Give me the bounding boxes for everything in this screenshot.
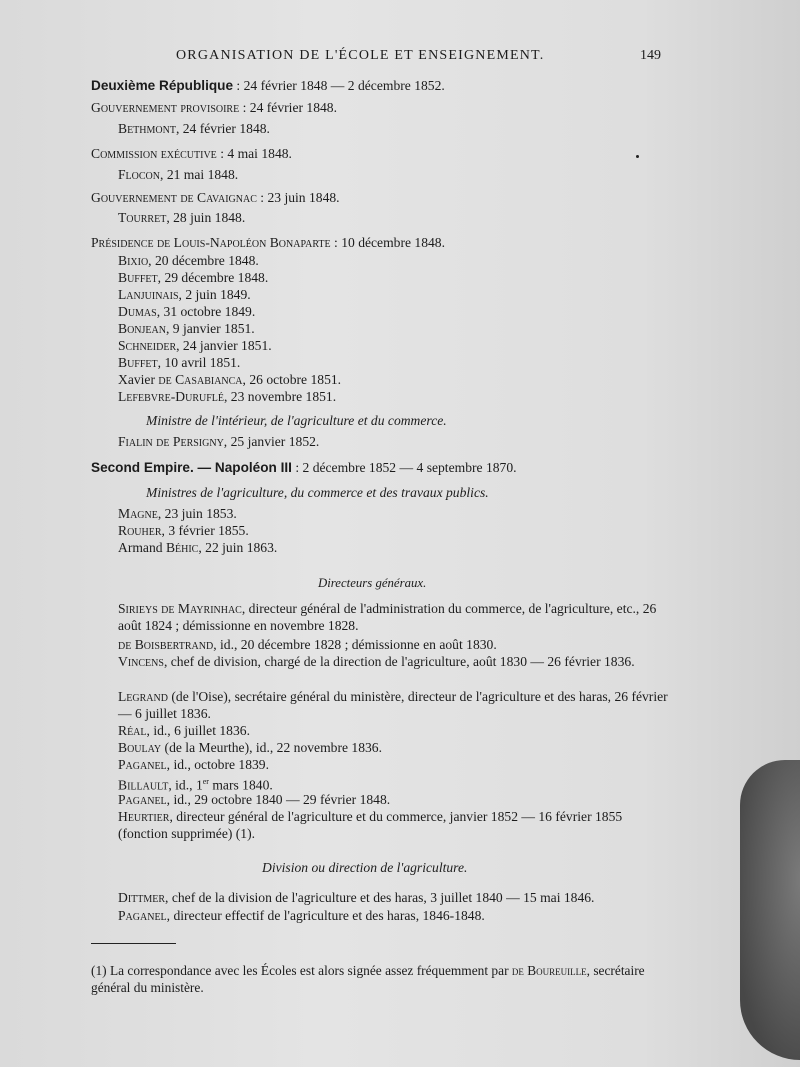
minister-entry: Bonjean, 9 janvier 1851. xyxy=(118,321,255,336)
thumb-shadow xyxy=(740,760,800,1060)
section-second-empire: Second Empire. — Napoléon III : 2 décembre 1852 — 4 septembre 1870. xyxy=(91,460,517,475)
gouvernement-cavaignac: Gouvernement de Cavaignac : 23 juin 1848. xyxy=(91,190,340,205)
director-entry: Billault, id., 1er mars 1840. xyxy=(118,777,273,793)
director-entry: Dittmer, chef de la division de l'agriculture et des haras, 3 juillet 1840 — 15 mai 1846. xyxy=(118,890,595,905)
footnote-rule xyxy=(91,943,176,944)
director-entry: Réal, id., 6 juillet 1836. xyxy=(118,723,250,738)
director-entry: Paganel, directeur effectif de l'agriculture et des haras, 1846-1848. xyxy=(118,908,485,923)
minister-entry: Tourret, 28 juin 1848. xyxy=(118,210,246,225)
page-number: 149 xyxy=(640,48,661,63)
director-entry: Boulay (de la Meurthe), id., 22 novembre 1836. xyxy=(118,740,382,755)
section-deuxieme-republique: Deuxième République : 24 février 1848 — 2 décembre 1852. xyxy=(91,78,445,93)
ink-speck xyxy=(636,155,639,158)
minister-entry: Magne, 23 juin 1853. xyxy=(118,506,237,521)
subheading-division-agriculture: Division ou direction de l'agriculture. xyxy=(262,860,468,875)
minister-entry: Lanjuinais, 2 juin 1849. xyxy=(118,287,251,302)
minister-entry: Bixio, 20 décembre 1848. xyxy=(118,253,259,268)
director-entry: Heurtier, directeur général de l'agriculture et du commerce, janvier 1852 — 16 février 1855 (fonction supprimée) (1). xyxy=(118,809,623,841)
presidence-louis-napoleon: Présidence de Louis-Napoléon Bonaparte : 10 décembre 1848. xyxy=(91,235,446,250)
minister-entry: Dumas, 31 octobre 1849. xyxy=(118,304,256,319)
subheading-directeurs-generaux: Directeurs généraux. xyxy=(318,576,427,590)
minister-entry: Rouher, 3 février 1855. xyxy=(118,523,249,538)
minister-entry: Lefebvre-Duruflé, 23 novembre 1851. xyxy=(118,389,337,404)
minister-entry: Armand Béhic, 22 juin 1863. xyxy=(118,540,278,555)
running-head: ORGANISATION DE L'ÉCOLE ET ENSEIGNEMENT. xyxy=(176,48,545,63)
subheading-ministres-agriculture: Ministres de l'agriculture, du commerce et des travaux publics. xyxy=(146,485,489,500)
director-entry: Vincens, chef de division, chargé de la direction de l'agriculture, août 1830 — 26 février 1836. xyxy=(118,654,635,669)
director-entry: Paganel, id., octobre 1839. xyxy=(118,757,269,772)
minister-entry: Fialin de Persigny, 25 janvier 1852. xyxy=(118,434,320,449)
commission-executive: Commission exécutive : 4 mai 1848. xyxy=(91,146,292,161)
minister-entry: Bethmont, 24 février 1848. xyxy=(118,121,270,136)
director-entry: Paganel, id., 29 octobre 1840 — 29 février 1848. xyxy=(118,792,391,807)
director-entry: Sirieys de Mayrinhac, directeur général de l'administration du commerce, de l'agriculture, etc., 26 août 1824 ; démissionne en novembre 1828. xyxy=(118,601,657,633)
minister-entry: Flocon, 21 mai 1848. xyxy=(118,167,239,182)
gouvernement-provisoire: Gouvernement provisoire : 24 février 1848. xyxy=(91,100,337,115)
minister-entry: Buffet, 10 avril 1851. xyxy=(118,355,241,370)
director-entry: de Boisbertrand, id., 20 décembre 1828 ; démissionne en août 1830. xyxy=(118,637,497,652)
minister-entry: Xavier de Casabianca, 26 octobre 1851. xyxy=(118,372,342,387)
subheading-ministre-interieur: Ministre de l'intérieur, de l'agriculture et du commerce. xyxy=(146,413,447,428)
director-entry: Legrand (de l'Oise), secrétaire général du ministère, directeur de l'agriculture et des haras, 26 février — 6 juillet 1836. xyxy=(118,689,668,721)
footnote: (1) La correspondance avec les Écoles est alors signée assez fréquemment par de Boureuille, secrétaire général du ministère. xyxy=(91,963,645,995)
minister-entry: Buffet, 29 décembre 1848. xyxy=(118,270,269,285)
minister-entry: Schneider, 24 janvier 1851. xyxy=(118,338,272,353)
